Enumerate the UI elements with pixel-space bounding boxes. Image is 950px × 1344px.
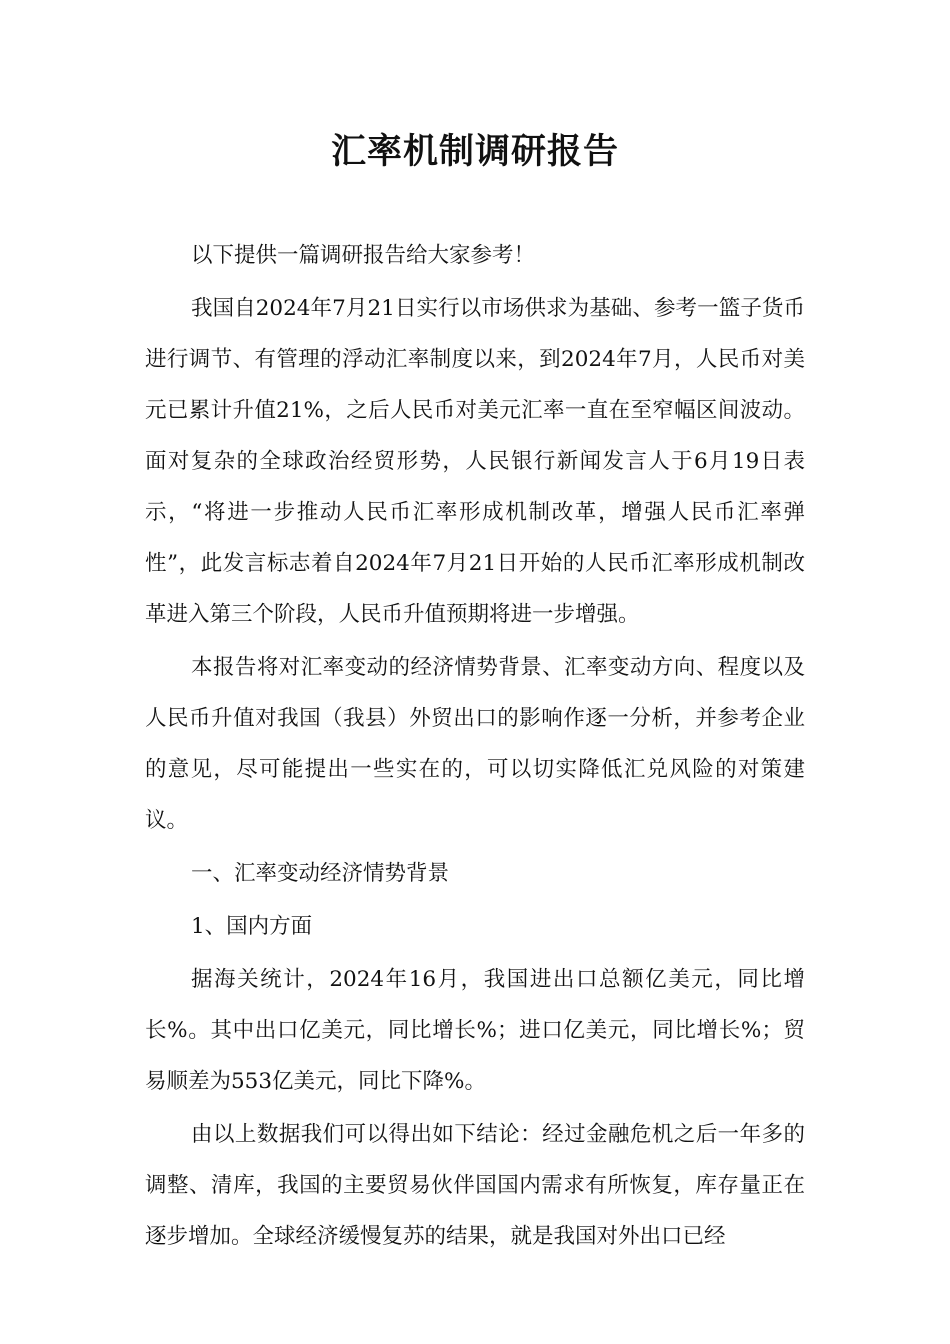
section-heading: 一、汇率变动经济情势背景 — [191, 861, 450, 886]
subsection-heading: 1、国内方面 — [191, 914, 313, 939]
paragraph-conclusion: 由以上数据我们可以得出如下结论：经过金融危机之后一年多的调整、清库，我国的主要贸易伙伴国国内需求有所恢复，库存量正在逐步增加。全球经济缓慢复苏的结果，就是我国对外出口已经 — [145, 1122, 805, 1249]
paragraph-intro: 以下提供一篇调研报告给大家参考！ — [191, 243, 536, 268]
paragraph-scope: 本报告将对汇率变动的经济情势背景、汇率变动方向、程度以及人民币升值对我国（我县）外贸出口的影响作逐一分析，并参考企业的意见，尽可能提出一些实在的，可以切实降低汇兑风险的对策建议。 — [145, 655, 805, 833]
paragraph-customs-stats: 据海关统计，2024年16月，我国进出口总额亿美元，同比增长%。其中出口亿美元，同比增长%；进口亿美元，同比增长%；贸易顺差为553亿美元，同比下降%。 — [145, 967, 805, 1094]
paragraph-background: 我国自2024年7月21日实行以市场供求为基础、参考一篮子货币进行调节、有管理的浮动汇率制度以来，到2024年7月，人民币对美元已累计升值21%，之后人民币对美元汇率一直在至窄幅区间波动。面对复杂的全球政治经贸形势，人民银行新闻发言人于6月19日表示，“将进一步推动人民币汇率形成机制改革，增强人民币汇率弹性”，此发言标志着自2024年7月21日开始的人民币汇率形成机制改革进入第三个阶段，人民币升值预期将进一步增强。 — [145, 296, 805, 627]
document-title: 汇率机制调研报告 — [330, 132, 619, 172]
document-body — [145, 230, 805, 1264]
